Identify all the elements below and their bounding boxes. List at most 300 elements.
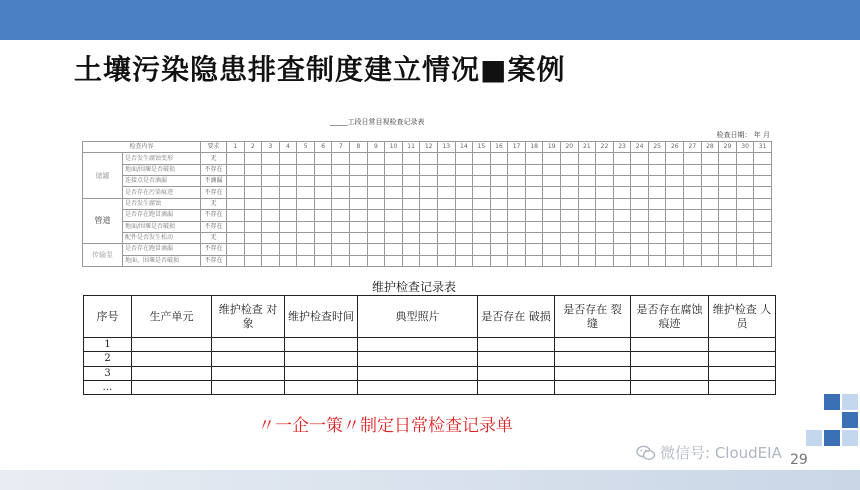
log-cell	[701, 232, 719, 243]
maintenance-row	[84, 380, 776, 394]
log-requirement: 不存在	[201, 210, 227, 221]
log-cell	[385, 232, 403, 243]
log-cell	[402, 198, 420, 209]
maintenance-row-number: 3	[84, 366, 132, 380]
log-cell	[279, 210, 297, 221]
log-cell	[578, 210, 596, 221]
log-cell	[508, 232, 526, 243]
log-cell	[437, 255, 455, 266]
maintenance-cell	[358, 366, 478, 380]
maintenance-table	[83, 295, 776, 395]
maintenance-cell	[212, 380, 285, 394]
log-cell	[332, 153, 350, 164]
inspection-log-title: _____工段日常目视检查记录表	[330, 118, 425, 126]
log-cell	[402, 232, 420, 243]
log-cell	[666, 198, 684, 209]
log-cell	[754, 232, 772, 243]
log-cell	[385, 153, 403, 164]
log-cell	[367, 255, 385, 266]
log-cell	[666, 221, 684, 232]
log-cell	[613, 176, 631, 187]
maintenance-header-cell: 生产单元	[132, 296, 212, 338]
log-cell	[596, 221, 614, 232]
decor-square	[842, 430, 858, 446]
log-cell	[613, 210, 631, 221]
log-cell	[543, 221, 561, 232]
maintenance-header-cell: 维护检查 人员	[709, 296, 776, 338]
log-cell	[455, 164, 473, 175]
log-item: 是否发生腐蚀	[123, 198, 201, 209]
log-cell	[490, 198, 508, 209]
log-cell	[561, 176, 579, 187]
log-cell	[437, 153, 455, 164]
log-cell	[701, 187, 719, 198]
log-cell	[631, 244, 649, 255]
log-cell	[525, 153, 543, 164]
log-requirement: 不存在	[201, 164, 227, 175]
log-cell	[314, 232, 332, 243]
maintenance-cell	[709, 366, 776, 380]
log-cell	[578, 221, 596, 232]
log-cell	[473, 244, 491, 255]
log-cell	[736, 153, 754, 164]
log-cell	[490, 164, 508, 175]
log-cell	[508, 198, 526, 209]
log-cell	[227, 210, 245, 221]
log-row	[83, 221, 772, 232]
maintenance-cell	[358, 352, 478, 366]
maintenance-cell	[478, 338, 555, 352]
log-cell	[262, 255, 280, 266]
log-cell	[473, 176, 491, 187]
log-cell	[332, 255, 350, 266]
log-cell	[297, 176, 315, 187]
log-cell	[385, 187, 403, 198]
maintenance-cell	[132, 366, 212, 380]
log-cell	[525, 232, 543, 243]
log-cell	[701, 255, 719, 266]
log-cell	[684, 232, 702, 243]
maintenance-cell	[631, 338, 709, 352]
log-item: 地面/围堰是否破损	[123, 221, 201, 232]
maintenance-header-cell: 序号	[84, 296, 132, 338]
log-cell	[578, 244, 596, 255]
log-cell	[402, 153, 420, 164]
log-day-header: 19	[543, 142, 561, 153]
log-cell	[367, 153, 385, 164]
maintenance-header-cell: 维护检查 对象	[212, 296, 285, 338]
log-cell	[543, 232, 561, 243]
log-cell	[420, 255, 438, 266]
maintenance-cell	[709, 380, 776, 394]
log-cell	[701, 153, 719, 164]
log-cell	[578, 187, 596, 198]
log-cell	[473, 232, 491, 243]
log-cell	[402, 187, 420, 198]
log-cell	[490, 176, 508, 187]
log-cell	[490, 210, 508, 221]
log-cell	[736, 221, 754, 232]
log-cell	[314, 176, 332, 187]
log-cell	[490, 232, 508, 243]
log-cell	[350, 232, 368, 243]
log-cell	[684, 255, 702, 266]
log-cell	[227, 176, 245, 187]
log-cell	[613, 244, 631, 255]
log-cell	[350, 198, 368, 209]
log-cell	[262, 244, 280, 255]
log-cell	[385, 221, 403, 232]
log-cell	[613, 221, 631, 232]
log-cell	[684, 244, 702, 255]
log-cell	[437, 221, 455, 232]
maintenance-cell	[555, 352, 631, 366]
log-cell	[684, 198, 702, 209]
log-day-header: 16	[490, 142, 508, 153]
log-cell	[578, 232, 596, 243]
log-cell	[525, 187, 543, 198]
log-row	[83, 210, 772, 221]
log-cell	[262, 221, 280, 232]
log-cell	[490, 187, 508, 198]
log-cell	[613, 187, 631, 198]
log-cell	[437, 198, 455, 209]
log-cell	[719, 176, 737, 187]
log-item: 是否存在跑冒滴漏	[123, 244, 201, 255]
log-cell	[631, 210, 649, 221]
log-cell	[543, 198, 561, 209]
log-cell	[631, 221, 649, 232]
log-cell	[385, 198, 403, 209]
log-day-header: 22	[596, 142, 614, 153]
maintenance-row-number: …	[84, 380, 132, 394]
inspection-log-table	[82, 141, 772, 267]
log-cell	[350, 244, 368, 255]
maintenance-cell	[631, 380, 709, 394]
log-day-header: 3	[262, 142, 280, 153]
log-cell	[561, 232, 579, 243]
log-cell	[719, 198, 737, 209]
log-cell	[613, 153, 631, 164]
maintenance-cell	[555, 338, 631, 352]
log-cell	[508, 221, 526, 232]
log-cell	[279, 232, 297, 243]
log-cell	[701, 244, 719, 255]
log-cell	[508, 164, 526, 175]
maintenance-row	[84, 366, 776, 380]
log-cell	[262, 176, 280, 187]
maintenance-cell	[478, 366, 555, 380]
log-cell	[596, 153, 614, 164]
log-day-header: 14	[455, 142, 473, 153]
log-cell	[297, 198, 315, 209]
log-cell	[297, 210, 315, 221]
log-cell	[314, 255, 332, 266]
log-cell	[613, 255, 631, 266]
wechat-icon	[636, 445, 656, 461]
log-cell	[631, 176, 649, 187]
log-cell	[227, 232, 245, 243]
log-cell	[455, 153, 473, 164]
log-day-header: 10	[385, 142, 403, 153]
log-cell	[701, 210, 719, 221]
log-cell	[455, 176, 473, 187]
log-cell	[736, 244, 754, 255]
log-cell	[420, 221, 438, 232]
log-cell	[332, 198, 350, 209]
log-cell	[367, 187, 385, 198]
log-cell	[367, 176, 385, 187]
log-row	[83, 198, 772, 209]
log-cell	[525, 244, 543, 255]
log-item: 配件是否发生松动	[123, 232, 201, 243]
slide-title: 土壤污染隐患排查制度建立情况■案例	[74, 53, 566, 86]
maintenance-header-cell: 维护检查时间	[285, 296, 358, 338]
log-cell	[314, 221, 332, 232]
log-cell	[262, 164, 280, 175]
log-cell	[648, 187, 666, 198]
log-cell	[684, 153, 702, 164]
maintenance-cell	[709, 352, 776, 366]
inspection-log	[80, 113, 776, 273]
log-day-header: 17	[508, 142, 526, 153]
log-cell	[648, 210, 666, 221]
log-item: 地面、围堰是否破损	[123, 255, 201, 266]
log-day-header: 31	[754, 142, 772, 153]
log-cell	[525, 255, 543, 266]
log-cell	[508, 187, 526, 198]
log-item: 是否存在跑冒滴漏	[123, 210, 201, 221]
log-row	[83, 255, 772, 266]
log-cell	[314, 153, 332, 164]
log-cell	[437, 187, 455, 198]
log-row	[83, 176, 772, 187]
log-item: 连接点是否滴漏	[123, 176, 201, 187]
log-cell	[561, 164, 579, 175]
maintenance-row-number: 1	[84, 338, 132, 352]
log-cell	[684, 176, 702, 187]
log-cell	[314, 187, 332, 198]
log-cell	[297, 232, 315, 243]
log-cell	[350, 221, 368, 232]
maintenance-cell	[132, 352, 212, 366]
log-cell	[402, 221, 420, 232]
log-cell	[332, 221, 350, 232]
log-day-header: 2	[244, 142, 262, 153]
log-item: 是否存在污染痕迹	[123, 187, 201, 198]
log-cell	[455, 221, 473, 232]
log-cell	[473, 164, 491, 175]
log-cell	[666, 176, 684, 187]
log-requirement: 无	[201, 153, 227, 164]
log-cell	[754, 221, 772, 232]
log-cell	[561, 221, 579, 232]
log-cell	[754, 198, 772, 209]
log-cell	[596, 164, 614, 175]
top-banner	[0, 0, 860, 40]
log-day-header: 12	[420, 142, 438, 153]
log-cell	[314, 198, 332, 209]
log-cell	[543, 210, 561, 221]
log-cell	[701, 198, 719, 209]
log-cell	[754, 153, 772, 164]
maintenance-cell	[212, 352, 285, 366]
log-cell	[420, 210, 438, 221]
maintenance-cell	[478, 380, 555, 394]
maintenance-cell	[285, 352, 358, 366]
log-cell	[244, 198, 262, 209]
log-cell	[473, 187, 491, 198]
log-cell	[543, 153, 561, 164]
log-cell	[473, 198, 491, 209]
log-cell	[350, 176, 368, 187]
maintenance-cell	[132, 380, 212, 394]
log-day-header: 23	[613, 142, 631, 153]
log-cell	[350, 187, 368, 198]
log-cell	[314, 164, 332, 175]
log-cell	[701, 164, 719, 175]
decor-square	[824, 430, 840, 446]
log-cell	[613, 232, 631, 243]
log-cell	[420, 232, 438, 243]
log-cell	[262, 210, 280, 221]
log-cell	[613, 198, 631, 209]
maintenance-cell	[478, 352, 555, 366]
log-cell	[227, 244, 245, 255]
log-cell	[244, 244, 262, 255]
log-cell	[736, 187, 754, 198]
log-cell	[666, 187, 684, 198]
log-cell	[490, 255, 508, 266]
log-cell	[262, 198, 280, 209]
log-day-header: 4	[279, 142, 297, 153]
log-cell	[455, 232, 473, 243]
log-day-header: 18	[525, 142, 543, 153]
log-cell	[736, 255, 754, 266]
log-cell	[596, 176, 614, 187]
log-category: 管道	[83, 198, 123, 243]
inspection-log-date: 检查日期： 年 月	[716, 131, 770, 139]
maintenance-cell	[555, 366, 631, 380]
log-cell	[490, 244, 508, 255]
log-day-header: 24	[631, 142, 649, 153]
log-cell	[385, 164, 403, 175]
maintenance-cell	[709, 338, 776, 352]
log-cell	[736, 210, 754, 221]
log-cell	[736, 176, 754, 187]
log-cell	[437, 176, 455, 187]
log-cell	[279, 221, 297, 232]
log-cell	[297, 153, 315, 164]
log-cell	[719, 221, 737, 232]
log-cell	[350, 164, 368, 175]
log-cell	[666, 255, 684, 266]
log-cell	[385, 176, 403, 187]
log-cell	[262, 232, 280, 243]
log-cell	[227, 153, 245, 164]
log-cell	[473, 153, 491, 164]
log-cell	[754, 164, 772, 175]
log-cell	[508, 210, 526, 221]
log-day-header: 5	[297, 142, 315, 153]
log-cell	[279, 153, 297, 164]
log-cell	[596, 232, 614, 243]
log-cell	[525, 198, 543, 209]
log-cell	[578, 176, 596, 187]
log-cell	[244, 164, 262, 175]
log-cell	[297, 221, 315, 232]
log-cell	[754, 187, 772, 198]
log-cell	[561, 198, 579, 209]
log-cell	[596, 198, 614, 209]
log-cell	[420, 164, 438, 175]
log-cell	[701, 176, 719, 187]
watermark-text: 微信号: CloudEIA	[660, 444, 782, 462]
log-cell	[385, 244, 403, 255]
log-cell	[508, 255, 526, 266]
log-requirement: 不存在	[201, 244, 227, 255]
log-cell	[578, 153, 596, 164]
log-cell	[648, 244, 666, 255]
log-cell	[666, 244, 684, 255]
log-day-header: 27	[684, 142, 702, 153]
bottom-bar	[0, 470, 860, 490]
log-cell	[473, 210, 491, 221]
log-cell	[420, 244, 438, 255]
log-cell	[596, 244, 614, 255]
maintenance-cell	[631, 352, 709, 366]
log-cell	[455, 210, 473, 221]
log-cell	[244, 221, 262, 232]
log-cell	[420, 187, 438, 198]
log-day-header: 7	[332, 142, 350, 153]
log-cell	[314, 244, 332, 255]
log-cell	[402, 244, 420, 255]
log-cell	[367, 210, 385, 221]
log-cell	[684, 210, 702, 221]
log-cell	[279, 255, 297, 266]
log-requirement: 无	[201, 198, 227, 209]
log-cell	[631, 153, 649, 164]
log-cell	[420, 198, 438, 209]
decor-square	[806, 430, 822, 446]
log-requirement: 不滴漏	[201, 176, 227, 187]
log-cell	[314, 210, 332, 221]
log-cell	[666, 153, 684, 164]
maintenance-header-cell: 是否存在 裂缝	[555, 296, 631, 338]
slogan-text: 〃一企一策〃制定日常检查记录单	[258, 416, 513, 436]
log-cell	[490, 153, 508, 164]
log-requirement: 不存在	[201, 187, 227, 198]
log-day-header: 1	[227, 142, 245, 153]
log-row	[83, 232, 772, 243]
log-cell	[297, 255, 315, 266]
log-cell	[297, 164, 315, 175]
log-cell	[561, 187, 579, 198]
log-cell	[631, 255, 649, 266]
log-cell	[719, 153, 737, 164]
log-header-row	[83, 142, 772, 153]
log-day-header: 6	[314, 142, 332, 153]
log-cell	[613, 164, 631, 175]
log-cell	[648, 176, 666, 187]
maintenance-cell	[358, 380, 478, 394]
maintenance-header-cell: 是否存在 破损	[478, 296, 555, 338]
log-cell	[332, 164, 350, 175]
log-cell	[262, 187, 280, 198]
log-cell	[719, 255, 737, 266]
log-cell	[736, 232, 754, 243]
